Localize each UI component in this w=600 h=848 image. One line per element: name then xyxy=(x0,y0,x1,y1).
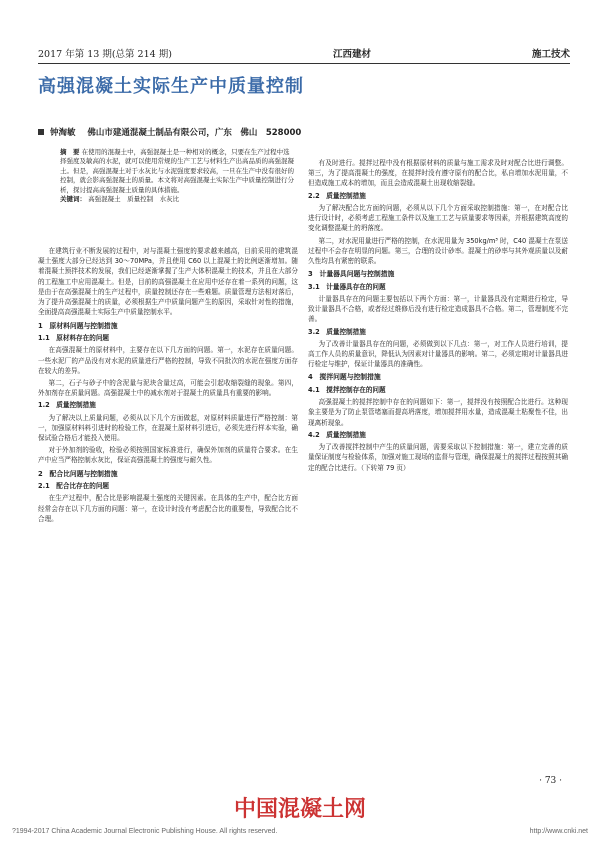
section-heading: 1 原材料问题与控制措施 xyxy=(38,321,118,330)
body-paragraph: 对于外加剂的验收，检验必须按照国家标准进行，确保外加剂的质量符合要求。在生产中应当严格控制水灰比，保证高强混凝土的强度与耐久性。 xyxy=(38,446,298,465)
body-paragraph: 有及时进行。搅拌过程中没有根据原材料的质量与施工需求及时对配合比进行调整。第三，为了提高混凝土的强度，在搅拌时没有遵守原有的配合比，私自增加水泥用量，不但造成施工成本的增加，而且会造成混凝土出现收缩裂缝。 xyxy=(308,159,568,188)
copyright-text: ?1994-2017 China Academic Journal Electronic Publishing House. All rights reserved. xyxy=(12,828,278,835)
subsection-heading: 4.1 搅拌控制存在的问题 xyxy=(308,386,386,394)
subsection-heading: 3.2 质量控制措施 xyxy=(308,327,366,336)
abstract-text: 在使用的混凝土中，高强混凝土是一种相对的概念，只要在生产过程中选择强度及敏高的水泥，就可以使用常规的生产工艺与材料生产出高品质的高强混凝土。但是，高强混凝土对于水灰比与水泥强度要求较高，一旦在生产中没有很好的控制，就会影高强混凝土的质量。本文将对高强混凝土实际生产中质量控制进行分析，探讨提高高强混凝土质量的具体措施。 xyxy=(60,148,294,194)
issue-info: 2017 年第 13 期(总第 214 期) xyxy=(38,49,172,60)
author-line xyxy=(38,126,301,138)
body-paragraph: 为了改善搅拌控制中产生的质量问题，需要采取以下控制措施：第一，建立完善的质量保证制度与检验体系，加强对施工现场的监督与管理，确保混凝土的搅拌过程按照其确定的配合比进行。（下转第 79 页） xyxy=(308,443,568,472)
body-paragraph: 高强混凝土的搅拌控制中存在的问题如下：第一，搅拌没有按照配合比进行。这种现象主要是为了防止泵管堵塞而提高坍落度，增加搅拌用水量，造成混凝土粘聚性不佳，出现离析现象。 xyxy=(308,398,568,427)
abstract-label: 摘 要 xyxy=(60,148,80,156)
author-affiliation: 佛山市建通混凝土制品有限公司，广东 佛山 528000 xyxy=(87,128,302,138)
subsection-heading: 4.2 质量控制措施 xyxy=(308,430,366,439)
body-paragraph: 为了解决配合比方面的问题，必须从以下几个方面采取控制措施：第一，在对配合比进行设计时，必须考虑工程施工条件以及施工工艺与质量要求等因素，并根据建筑高度的变化调整混凝土的坍落度。 xyxy=(308,203,568,233)
subsection-heading: 1.2 质量控制措施 xyxy=(38,401,96,410)
intro-paragraph: 在建筑行业不断发展的过程中，对与混凝土强度的要求越来越高，目前采用的建筑混凝土强度大部分已经达到 30～70MPa，并且使用 C60 以上混凝土的比例逐渐增加。随着混凝土预拌技术的发展，我们已经逐渐掌握了生产大体积混凝土的技术，并且在大部分的工程施工中应用混凝土。但是，目前的高强混凝土在应用中还存在着一系列的问题，这是由于在高强混凝土的生产过程中，质量控制还存在一些难题。质量管理方法相对落后，为了提升高强混凝土的质量，必须根据生产中质量问题产生的原因，采取针对性的措施，全面提高高强混凝土实际生产中质量控制水平。 xyxy=(38,247,298,317)
right-column xyxy=(308,158,568,748)
site-watermark: 中国混凝土网 xyxy=(233,797,366,822)
author-name: 钟淘敏 xyxy=(49,128,76,138)
body-paragraph: 为了解决以上质量问题，必须从以下几个方面做起，对原材料质量进行严格控制：第一，加强原材料料引进时的检验工作，在混凝土原材料引进后，必须先进行样本实验，确保试验合格后才能投入使用。 xyxy=(38,413,298,443)
section-name: 施工技术 xyxy=(531,49,570,60)
keywords-text: 高强混凝土 质量控制 水灰比 xyxy=(88,195,180,204)
subsection-heading: 1.1 原材料存在的问题 xyxy=(38,334,110,343)
running-header xyxy=(38,40,570,64)
body-paragraph: 计量器具存在的问题主要包括以下两个方面：第一，计量器具没有定期进行检定，导致计量器具不合格，或者经过维修后没有进行检定造成器具不合格。第二，管理制度不完善。 xyxy=(308,294,568,324)
page-number: · 73 · xyxy=(539,776,562,786)
section-heading: 4 搅拌问题与控制措施 xyxy=(308,373,381,382)
article-title: 高强混凝土实际生产中质量控制 xyxy=(38,76,304,97)
footer-url[interactable]: http://www.cnki.net xyxy=(529,828,588,835)
section-heading: 2 配合比问题与控制措施 xyxy=(38,469,118,478)
body-paragraph: 为了改善计量器具存在的问题，必须做到以下几点：第一，对工作人员进行培训，提高工作人员的质量意识，降低认为因素对计量器具的影响。第二，必须定期对计量器具进行检定与维护，保证计量器具的准确性。 xyxy=(308,339,568,369)
section-heading: 3 计量器具问题与控制措施 xyxy=(308,270,395,279)
subsection-heading: 2.1 配合比存在的问题 xyxy=(38,482,110,491)
body-paragraph: 第二，石子与砂子中的含泥量与泥块含量过高，可能会引起收缩裂缝的现象。第四，外加剂存在质量问题。高强混凝土中的减水剂对于混凝土的质量具有重要的影响。 xyxy=(38,378,298,398)
body-paragraph: 在生产过程中，配合比是影响混凝土强度的关键因素。在具体的生产中，配合比方面经常会存在以下几方面的问题：第一，在设计时没有考虑配合比的重要性，导致配合比不合理。 xyxy=(38,494,298,523)
subsection-heading: 3.1 计量器具存在的问题 xyxy=(308,282,386,291)
bullet-square-icon xyxy=(38,129,44,135)
journal-name: 江西建材 xyxy=(332,49,371,60)
keywords-label: 关键词： xyxy=(60,195,86,204)
body-paragraph: 在高强混凝土的原材料中，主要存在以下几方面的问题。第一，水泥存在质量问题。一些水泥厂的产品没有对水泥的质量进行严格的控制，导致不同批次的水泥在强度方面存在较大的差异。 xyxy=(38,346,298,375)
page-footer xyxy=(12,828,588,835)
abstract-block xyxy=(60,148,296,205)
body-paragraph: 第二，对水泥用量进行严格的控制，在水泥用量为 350kg/m³ 时，C40 混凝土在泵送过程中不会存在明显的问题。第三，合理的设计砂率。混凝土的砂率与其外观质量以及耐久性均具有紧密的联系。 xyxy=(308,236,568,265)
left-column xyxy=(38,246,298,746)
subsection-heading: 2.2 质量控制措施 xyxy=(308,191,366,200)
